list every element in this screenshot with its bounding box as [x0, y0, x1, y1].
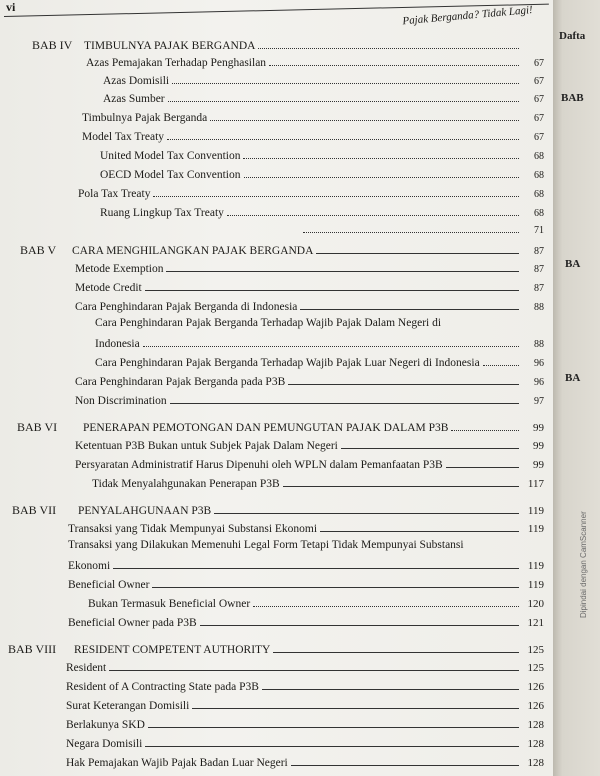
page-ref: 96: [534, 377, 544, 388]
toc-row: [68, 557, 544, 575]
toc-row: [75, 279, 544, 297]
chapter-label: BAB VII: [12, 503, 57, 517]
leader-line: [148, 726, 519, 728]
entry-title: Ketentuan P3B Bukan untuk Subjek Pajak Dalam Negeri: [75, 440, 338, 452]
toc-row: [75, 392, 544, 410]
toc-row: [95, 354, 544, 372]
chapter-title: RESIDENT COMPETENT AUTHORITY: [74, 644, 271, 656]
page-ref: 119: [527, 560, 544, 572]
leader-line: [341, 447, 519, 449]
entry-title: OECD Model Tax Convention: [100, 169, 241, 181]
leader-dots: [269, 64, 519, 66]
toc-row-bab: [12, 501, 544, 519]
leader-line: [170, 402, 519, 404]
entry-title: Beneficial Owner: [68, 579, 150, 591]
leader-dots: [244, 176, 520, 178]
entry-title: Resident: [66, 662, 107, 674]
entry-title: Azas Pemajakan Terhadap Penghasilan: [86, 57, 267, 69]
entry-title: Beneficial Owner pada P3B: [68, 617, 197, 629]
leader-dots: [143, 345, 519, 347]
page-ref: 128: [527, 738, 544, 750]
entry-title: Metode Exemption: [75, 263, 164, 275]
page-ref: 87: [534, 283, 544, 294]
page-ref: 87: [534, 264, 544, 275]
chapter-label: BAB VI: [17, 420, 58, 434]
toc-row: [103, 72, 544, 90]
page-ref: 67: [534, 76, 544, 87]
leader-line: [283, 485, 519, 487]
toc-row: [66, 735, 544, 753]
page-ref: 126: [527, 681, 544, 693]
entry-title: Timbulnya Pajak Berganda: [82, 112, 208, 124]
entry-title: Cara Penghindaran Pajak Berganda pada P3B: [75, 376, 286, 388]
page-ref: 119: [527, 523, 544, 535]
entry-title: United Model Tax Convention: [100, 150, 241, 162]
page-ref: 99: [533, 422, 544, 434]
leader-dots: [210, 119, 519, 121]
page-ref: 128: [527, 719, 544, 731]
leader-line: [113, 567, 519, 569]
page-ref: 125: [527, 644, 544, 656]
running-title: Pajak Berganda? Tidak Lagi!: [402, 4, 534, 28]
leader-line: [262, 688, 519, 690]
leader-line: [166, 270, 519, 272]
leader-line: [316, 252, 519, 254]
page-ref: 120: [527, 598, 544, 610]
scanner-watermark: Dipindai dengan CamScanner: [579, 511, 588, 618]
toc-row: [68, 614, 544, 632]
chapter-label: BAB V: [20, 243, 57, 257]
entry-title: Pola Tax Treaty: [78, 188, 151, 200]
leader-line: [300, 308, 519, 310]
page-ref: 67: [534, 113, 544, 124]
leader-line: [145, 745, 519, 747]
page-ref: 68: [534, 151, 544, 162]
leader-dots: [243, 157, 519, 159]
chapter-label: BAB VIII: [8, 642, 57, 656]
toc-row: [68, 576, 544, 594]
page-ref: 119: [527, 579, 544, 591]
leader-dots: [153, 195, 519, 197]
facing-page-label: BA: [565, 372, 581, 384]
leader-dots: [258, 47, 519, 49]
toc-row: [66, 659, 544, 677]
entry-title: Cara Penghindaran Pajak Berganda di Indonesia: [75, 301, 298, 313]
entry-title: Bukan Termasuk Beneficial Owner: [88, 598, 251, 610]
entry-title: Model Tax Treaty: [82, 131, 165, 143]
toc-row: [92, 475, 544, 493]
entry-title: Ruang Lingkup Tax Treaty: [100, 207, 224, 219]
chapter-title: TIMBULNYA PAJAK BERGANDA: [84, 40, 256, 52]
page-ref: 97: [534, 396, 544, 407]
toc-row: [66, 678, 544, 696]
toc-row-bab: [8, 640, 544, 658]
page-ref: 68: [534, 208, 544, 219]
chapter-title: PENERAPAN PEMOTONGAN DAN PEMUNGUTAN PAJAK DALAM P3B: [83, 422, 449, 434]
toc-row: [68, 520, 544, 538]
entry-title: Persyaratan Administratif Harus Dipenuhi oleh WPLN dalam Pemanfaatan P3B: [75, 459, 443, 471]
page-ref: 67: [534, 132, 544, 143]
entry-title: Hak Pemajakan Wajib Pajak Badan Luar Negeri: [66, 757, 288, 769]
leader-line: [273, 651, 519, 653]
toc-row: [75, 260, 544, 278]
leader-line: [192, 707, 519, 709]
toc-row-continuation: [300, 222, 544, 240]
toc-row: [82, 109, 544, 127]
toc-row: [103, 90, 544, 108]
leader-line: [288, 383, 519, 385]
page-ref: 119: [527, 505, 544, 517]
leader-line: [109, 669, 519, 671]
chapter-title: PENYALAHGUNAAN P3B: [78, 505, 212, 517]
page-ref: 117: [527, 478, 544, 490]
toc-row: [100, 166, 544, 184]
page-ref: 88: [534, 339, 544, 350]
leader-line: [291, 764, 519, 766]
entry-title: Tidak Menyalahgunakan Penerapan P3B: [92, 478, 280, 490]
leader-line: [320, 530, 519, 532]
leader-dots: [167, 138, 519, 140]
toc-row: [75, 437, 544, 455]
page-ref: 128: [527, 757, 544, 769]
entry-title: Resident of A Contracting State pada P3B: [66, 681, 259, 693]
facing-page-title: Dafta: [559, 30, 586, 42]
entry-title: Azas Domisili: [103, 75, 170, 87]
entry-title: Surat Keterangan Domisili: [66, 700, 190, 712]
entry-title: Ekonomi: [68, 560, 111, 572]
toc-row-bab: [32, 36, 544, 54]
page-ref: 68: [534, 189, 544, 200]
leader-line: [145, 289, 519, 291]
leader-line: [200, 624, 519, 626]
entry-title: Non Discrimination: [75, 395, 167, 407]
toc-row: [95, 335, 544, 353]
chapter-title: CARA MENGHILANGKAN PAJAK BERGANDA: [72, 245, 314, 257]
entry-title: Negara Domisili: [66, 738, 143, 750]
page-ref: 121: [527, 617, 544, 629]
toc-row-bab: [17, 418, 544, 436]
facing-page-edge: [553, 0, 600, 776]
toc-row: [75, 298, 544, 316]
entry-title: Berlakunya SKD: [66, 719, 145, 731]
toc-row: [82, 128, 544, 146]
page-ref: 88: [534, 302, 544, 313]
page-ref: 71: [534, 225, 544, 236]
leader-dots: [227, 214, 519, 216]
page-ref: 87: [534, 246, 544, 257]
toc-entry-wrapped: Transaksi yang Dilakukan Memenuhi Legal Form Tetapi Tidak Mempunyai Substansi: [68, 539, 464, 551]
page-number: vi: [6, 0, 16, 14]
toc-row: [86, 54, 544, 72]
leader-dots: [451, 429, 519, 431]
entry-title: Cara Penghindaran Pajak Berganda Terhadap Wajib Pajak Luar Negeri di Indonesia: [95, 357, 480, 369]
facing-page-label: BAB: [561, 92, 584, 104]
page-ref: 126: [527, 700, 544, 712]
toc-row: [100, 147, 544, 165]
entry-title: Transaksi yang Tidak Mempunyai Substansi Ekonomi: [68, 523, 318, 535]
leader-dots: [168, 100, 519, 102]
toc-row: [75, 456, 544, 474]
toc-row: [66, 716, 544, 734]
entry-title: Indonesia: [95, 338, 140, 350]
toc-row: [66, 697, 544, 715]
page-ref: 68: [534, 170, 544, 181]
page-ref: 125: [527, 662, 544, 674]
leader-dots: [483, 364, 519, 366]
toc-row: [100, 204, 544, 222]
page-ref: 99: [533, 459, 544, 471]
leader-dots: [172, 82, 519, 84]
toc-row: [88, 595, 544, 613]
leader-line: [446, 466, 519, 468]
leader-dots: [253, 605, 519, 607]
toc-row-bab: [20, 241, 544, 259]
toc-row: [75, 373, 544, 391]
entry-title: Metode Credit: [75, 282, 142, 294]
page-ref: 67: [534, 58, 544, 69]
entry-title: Azas Sumber: [103, 93, 165, 105]
leader-line: [152, 586, 519, 588]
page-ref: 96: [534, 358, 544, 369]
chapter-label: BAB IV: [32, 38, 73, 52]
toc-row: [66, 754, 544, 772]
toc-entry-wrapped: Cara Penghindaran Pajak Berganda Terhadap Wajib Pajak Dalam Negeri di: [95, 317, 442, 329]
facing-page-label: BA: [565, 258, 581, 270]
page-ref: 67: [534, 94, 544, 105]
toc-row: [78, 185, 544, 203]
leader-dots: [303, 231, 519, 233]
page-ref: 99: [533, 440, 544, 452]
leader-line: [214, 512, 519, 514]
